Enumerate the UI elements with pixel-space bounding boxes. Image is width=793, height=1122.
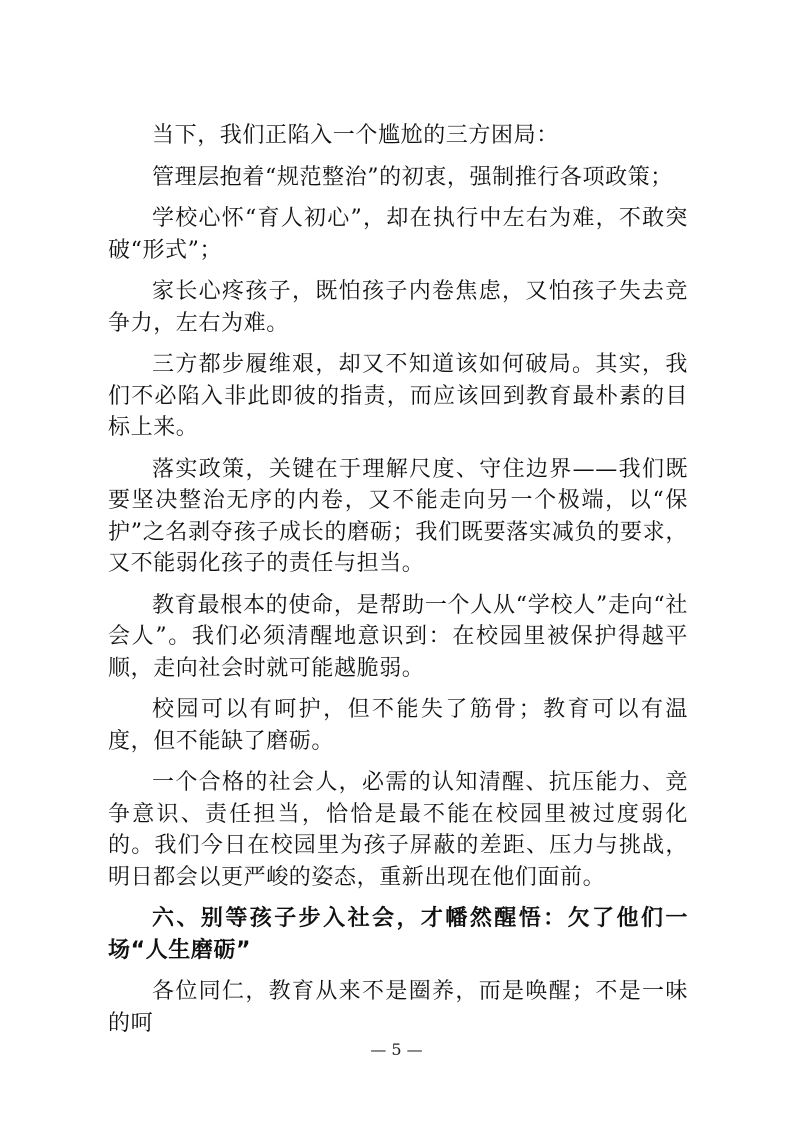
paragraph-1: 当下，我们正陷入一个尴尬的三方困局： xyxy=(152,123,559,148)
page-number: — 5 — xyxy=(370,1040,423,1059)
paragraph-8: 校园可以有呵护，但不能失了筋骨；教育可以有温度，但不能缺了磨砺。 xyxy=(108,697,688,754)
paragraph-9: 一个合格的社会人，必需的认知清醒、抗压能力、竞争意识、责任担当，恰恰是最不能在校园里被过度弱化的。我们今日在校园里为孩子屏蔽的差距、压力与挑战，明日都会以更严峻的姿态，重新出现在他们面前。 xyxy=(108,770,688,890)
paragraph-4: 家长心疼孩子，既怕孩子内卷焦虑，又怕孩子失去竞争力，左右为难。 xyxy=(108,279,688,336)
paragraph-7: 教育最根本的使命，是帮助一个人从“学校人”走向“社会人”。我们必须清醒地意识到：在校园里被保护得越平顺，走向社会时就可能越脆弱。 xyxy=(108,592,688,681)
document-body xyxy=(108,120,688,1039)
section-heading: 六、别等孩子步入社会，才幡然醒悟：欠了他们一场“人生磨砺” xyxy=(108,906,688,963)
paragraph-closing: 各位同仁，教育从来不是圈养，而是唤醒；不是一味的呵 xyxy=(108,979,688,1036)
paragraph-6: 落实政策，关键在于理解尺度、守住边界——我们既要坚决整治无序的内卷，又不能走向另一个极端，以“保护”之名剥夺孩子成长的磨砺；我们既要落实减负的要求，又不能弱化孩子的责任与担当。 xyxy=(108,456,688,576)
paragraph-3: 学校心怀“育人初心”，却在执行中左右为难，不敢突破“形式”； xyxy=(108,206,688,263)
paragraph-2: 管理层抱着“规范整治”的初衷，强制推行各项政策； xyxy=(152,164,673,190)
paragraph-5: 三方都步履维艰，却又不知道该如何破局。其实，我们不必陷入非此即彼的指责，而应该回到教育最朴素的目标上来。 xyxy=(108,352,688,440)
